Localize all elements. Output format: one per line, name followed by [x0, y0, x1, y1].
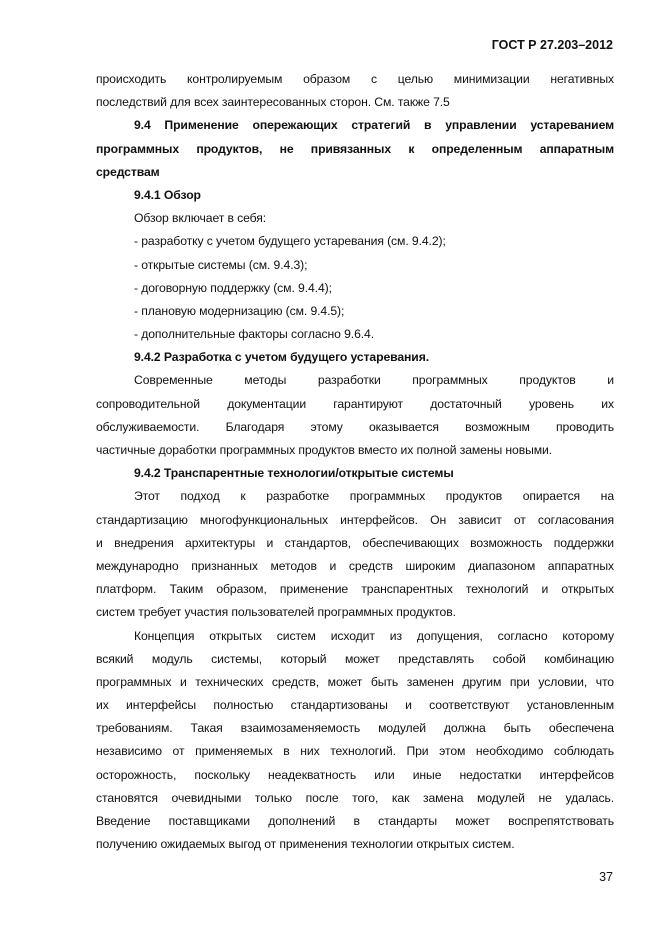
body-line: систем требует участия пользователей программных продуктов.	[96, 605, 456, 620]
section-heading: 9.4 Применение опережающих стратегий в управлении устареванием	[134, 118, 614, 133]
list-item: - открытые системы (см. 9.4.3);	[134, 257, 308, 272]
body-line: Этот подход к разработке программных продуктов опирается на	[134, 489, 614, 504]
list-item: - плановую модернизацию (см. 9.4.5);	[134, 303, 345, 318]
list-item: - дополнительные факторы согласно 9.6.4.	[134, 327, 375, 342]
document-body	[96, 68, 614, 856]
list-item: - договорную поддержку (см. 9.4.4);	[134, 280, 332, 295]
body-line: всякий модуль системы, который может представлять собой комбинацию	[96, 651, 614, 666]
list-item: - разработку с учетом будущего устаревания (см. 9.4.2);	[134, 234, 446, 249]
subsection-heading: 9.4.2 Разработка с учетом будущего устаревания.	[134, 350, 429, 365]
body-line: становятся очевидными только после того, как замена модулей не удалась.	[96, 790, 614, 805]
body-line: Современные методы разработки программных продуктов и	[134, 373, 614, 388]
body-line: стандартизацию многофункциональных интерфейсов. Он зависит от согласования	[96, 512, 614, 527]
subsection-heading: 9.4.2 Транспарентные технологии/открытые системы	[134, 466, 454, 481]
body-line: Введение поставщиками дополнений в стандарты может воспрепятствовать	[96, 814, 614, 828]
body-line: независимо от применяемых в них технологий. При этом необходимо соблюдать	[96, 744, 614, 759]
subsection-heading: 9.4.1 Обзор	[134, 187, 201, 202]
body-line: последствий для всех заинтересованных сторон. См. также 7.5	[96, 95, 450, 110]
body-line: платформ. Таким образом, применение транспарентных технологий и открытых	[96, 582, 614, 597]
body-line: требованиям. Такая взаимозаменяемость модулей должна быть обеспечена	[96, 721, 614, 736]
body-line: и внедрения архитектуры и стандартов, обеспечивающих возможность поддержки	[96, 535, 614, 550]
section-heading: программных продуктов, не привязанных к определенным аппаратным	[96, 141, 614, 156]
body-line: программных и технических средств, может быть заменен другим при условии, что	[96, 674, 614, 689]
body-line: частичные доработки программных продуктов вместо их полной замены новыми.	[96, 443, 553, 457]
page-number: 37	[599, 870, 613, 884]
body-line: осторожность, поскольку неадекватность или иные недостатки интерфейсов	[96, 767, 614, 782]
document-code: ГОСТ Р 27.203–2012	[491, 38, 613, 52]
body-line: Концепция открытых систем исходит из допущения, согласно которому	[134, 628, 614, 643]
body-line: сопроводительной документации гарантируют достаточный уровень их	[96, 396, 614, 411]
body-line: получению ожидаемых выгод от применения технологии открытых систем.	[96, 837, 515, 852]
body-line: их интерфейсы полностью стандартизованы и соответствуют установленным	[96, 698, 614, 713]
body-line: международно признанных методов и средств широким диапазоном аппаратных	[96, 558, 614, 573]
body-line: происходить контролируемым образом с целью минимизации негативных	[96, 72, 614, 86]
section-heading: средствам	[96, 164, 160, 179]
body-line: обслуживаемости. Благодаря этому оказывается возможным проводить	[96, 419, 614, 434]
body-line: Обзор включает в себя:	[134, 211, 267, 226]
